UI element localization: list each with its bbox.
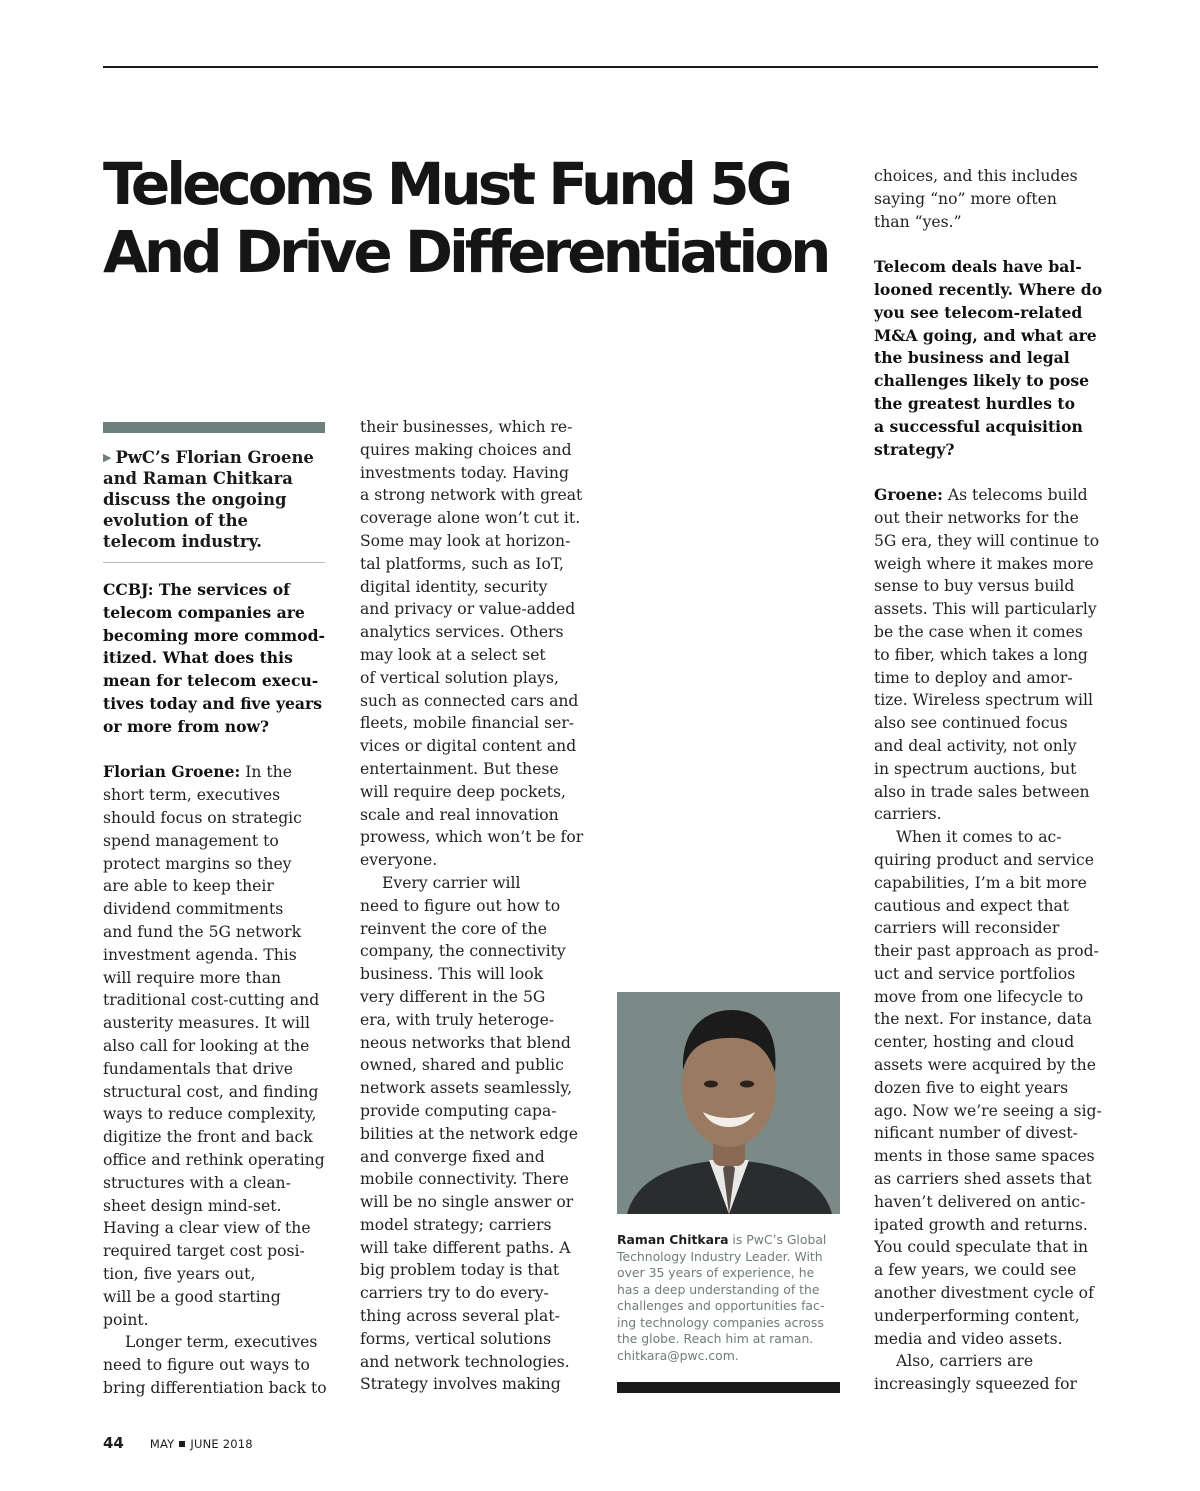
article-deck xyxy=(103,447,329,552)
spacer xyxy=(103,739,329,762)
answer-1-paragraph-3: Every carrier will need to figure out how to reinvent the core of the company, the connectivity business. This will look very different in the 5G era, with truly heteroge- neous networks that blend owned, shared and public network assets seamlessly, provide computing capa- bilities at the network edge and converge fixed and mobile connectivity. There will be no single answer or model strategy; carriers will take different paths. A big problem today is that carriers try to do every- thing across several plat- forms, vertical solutions and network technologies. Strategy involves making xyxy=(360,873,578,1394)
deck-line: telecom industry. xyxy=(103,532,262,551)
deck-line: discuss the ongoing xyxy=(103,490,287,509)
portrait-illustration xyxy=(617,992,840,1214)
answer-2-paragraph-1: Groene: As telecoms build out their networks for the 5G era, they will continue to weigh where it makes more sense to buy versus build assets. This will particularly be the case when it comes to fiber, which takes a long time to deploy and amor- tize. Wireless spectrum will also see continued focus and deal activity, not only in spectrum auctions, but also in trade sales between carriers. xyxy=(874,485,1100,824)
headline-line-2: And Drive Differentiation xyxy=(103,218,828,286)
column-1 xyxy=(103,422,329,1400)
square-bullet-icon xyxy=(179,1441,185,1447)
speaker-name: Florian Groene: xyxy=(103,762,241,782)
caption-name: Raman Chitkara xyxy=(617,1232,729,1247)
caption-bottom-bar xyxy=(617,1382,840,1393)
headline-line-1: Telecoms Must Fund 5G xyxy=(103,150,790,218)
spacer xyxy=(874,461,1109,484)
answer-2-paragraph-3: Also, carriers are increasingly squeezed for xyxy=(874,1352,1077,1394)
page-footer xyxy=(103,1434,253,1452)
article-headline xyxy=(103,150,843,286)
deck-accent-bar xyxy=(103,422,325,433)
column-4 xyxy=(874,165,1109,1396)
deck-line: and Raman Chitkara xyxy=(103,469,293,488)
speaker-name: Groene: xyxy=(874,485,943,505)
answer-1-paragraph-2: Longer term, executives need to figure out ways to bring differentiation back to xyxy=(103,1333,327,1397)
photo-caption: Raman Chitkara is PwC’s Global Technology Industry Leader. With over 35 years of experience, he has a deep understanding of the challenges and opportunities fac- ing technology companies across the globe. Reach him at raman. chitkara@pwc.com. xyxy=(617,1232,827,1363)
portrait-photo xyxy=(617,992,840,1214)
column-2 xyxy=(360,416,588,1396)
triangle-bullet-icon: ▶ xyxy=(103,451,112,464)
page-number: 44 xyxy=(103,1434,124,1452)
answer-1-paragraph-2-cont: their businesses, which re- quires making choices and investments today. Having a strong network with great coverage alone won’t cut it. Some may look at horizon- tal platforms, such as IoT, digital identity, security and privacy or value-added analytics services. Others may look at a select set of vertical solution plays, such as connected cars and fleets, mobile financial ser- vices or digital content and entertainment. But these will require deep pockets, scale and real innovation prowess, which won’t be for everyone. xyxy=(360,418,584,870)
deck-divider xyxy=(103,562,325,563)
question-2: Telecom deals have bal- looned recently. Where do you see telecom-related M&A going, and what are the business and legal challenges likely to pose the greatest hurdles to a successful acquisition strategy? xyxy=(874,257,1103,459)
deck-line: ▶ PwC’s Florian Groene xyxy=(103,448,314,467)
answer-1-paragraph-3-cont: choices, and this includes saying “no” more often than “yes.” xyxy=(874,167,1078,231)
spacer xyxy=(874,233,1109,256)
answer-1-paragraph-1: Florian Groene: In the short term, executives should focus on strategic spend management to protect margins so they are able to keep their dividend commitments and fund the 5G network investment agenda. This will require more than traditional cost-cutting and austerity measures. It will also call for looking at the fundamentals that drive structural cost, and finding ways to reduce complexity, digitize the front and back office and rethink operating structures with a clean- sheet design mind-set. Having a clear view of the required target cost posi- tion, five years out, will be a good starting point. xyxy=(103,762,325,1329)
top-rule xyxy=(103,66,1098,68)
deck-line: evolution of the xyxy=(103,511,248,530)
question-1: CCBJ: The services of telecom companies are becoming more commod- itized. What does this mean for telecom execu- tives today and five years or more from now? xyxy=(103,580,325,736)
answer-2-paragraph-2: When it comes to ac- quiring product and service capabilities, I’m a bit more cautious and expect that carriers will reconsider their past approach as prod- uct and service portfolios move from one lifecycle to the next. For instance, data center, hosting and cloud assets were acquired by the dozen five to eight years ago. Now we’re seeing a sig- nificant number of divest- ments in those same spaces as carriers shed assets that haven’t delivered on antic- ipated growth and returns. You could speculate that in a few years, we could see another divestment cycle of underperforming content, media and video assets. xyxy=(874,828,1102,1348)
issue-date: MAY JUNE 2018 xyxy=(149,1437,253,1451)
